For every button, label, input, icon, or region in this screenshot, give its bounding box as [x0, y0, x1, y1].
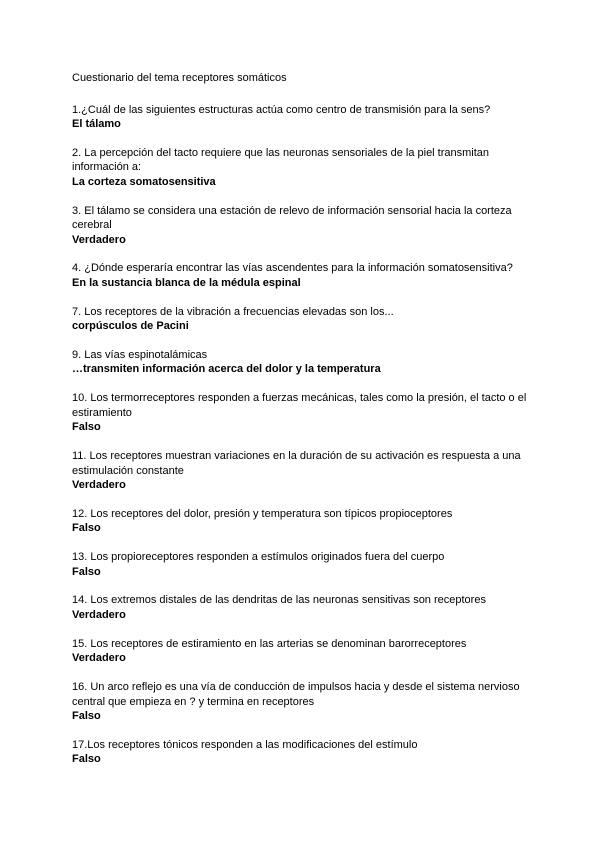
answer-text: El tálamo [72, 118, 121, 130]
answer-text: corpúsculos de Pacini [72, 320, 189, 333]
question-text: 9. Las vías espinotalámicas [72, 348, 208, 361]
question-item-1 [72, 103, 542, 132]
question-text: 17.Los receptores tónicos responden a las modificaciones del estímulo [72, 738, 418, 751]
question-text: 14. Los extremos distales de las dendritas de las neuronas sensitivas son receptores [72, 594, 486, 607]
answer-text: Verdadero [72, 233, 126, 246]
question-item-15 [72, 637, 542, 666]
question-item-13 [72, 550, 542, 579]
question-text: 16. Un arco reflejo es una vía de conducción de impulsos hacia y desde el sistema nervioso central que empieza en ? y termina en receptores [72, 681, 520, 708]
answer-text: Falso [72, 710, 101, 723]
answer-text: Verdadero [72, 652, 126, 665]
answer-text: Falso [72, 522, 101, 535]
answer-text: Falso [72, 421, 101, 434]
question-item-11 [72, 449, 542, 492]
answer-text: La corteza somatosensitiva [72, 175, 216, 188]
question-text: 13. Los propioreceptores responden a estímulos originados fuera del cuerpo [72, 551, 445, 564]
answer-text: …transmiten información acerca del dolor y la temperatura [72, 363, 381, 376]
question-text: 3. El tálamo se considera una estación de relevo de información sensorial hacia la corteza cerebral [72, 204, 512, 232]
answer-text: Falso [72, 753, 101, 766]
question-item-9 [72, 348, 542, 377]
question-text: 4. ¿Dónde esperaría encontrar las vías ascendentes para la información somatosensitiva? [72, 262, 513, 275]
question-item-2 [72, 146, 542, 189]
question-item-10 [72, 391, 542, 434]
document-title: Cuestionario del tema receptores somáticos [72, 72, 287, 84]
question-text: 10. Los termorreceptores responden a fuerzas mecánicas, tales como la presión, el tacto o el estiramiento [72, 392, 527, 419]
question-item-12 [72, 507, 542, 536]
answer-text: Falso [72, 565, 101, 578]
question-item-17 [72, 738, 542, 767]
answer-text: En la sustancia blanca de la médula espinal [72, 276, 301, 289]
question-item-7 [72, 305, 542, 334]
question-text: 1.¿Cuál de las siguientes estructuras actúa como centro de transmisión para la sens? [72, 103, 491, 116]
question-item-16 [72, 680, 542, 723]
answer-text: Verdadero [72, 608, 126, 621]
question-text: 7. Los receptores de la vibración a frecuencias elevadas son los... [72, 305, 394, 318]
document-page [72, 72, 542, 781]
question-item-3 [72, 204, 542, 247]
answer-text: Verdadero [72, 479, 126, 492]
question-text: 15. Los receptores de estiramiento en las arterias se denominan barorreceptores [72, 637, 467, 650]
question-item-14 [72, 593, 542, 622]
question-text: 2. La percepción del tacto requiere que las neuronas sensoriales de la piel transmitan información a: [72, 146, 490, 174]
question-text: 12. Los receptores del dolor, presión y temperatura son típicos propioceptores [72, 507, 453, 520]
question-item-4 [72, 261, 542, 290]
question-text: 11. Los receptores muestran variaciones en la duración de su activación es respuesta a una estimulación constante [72, 450, 521, 477]
